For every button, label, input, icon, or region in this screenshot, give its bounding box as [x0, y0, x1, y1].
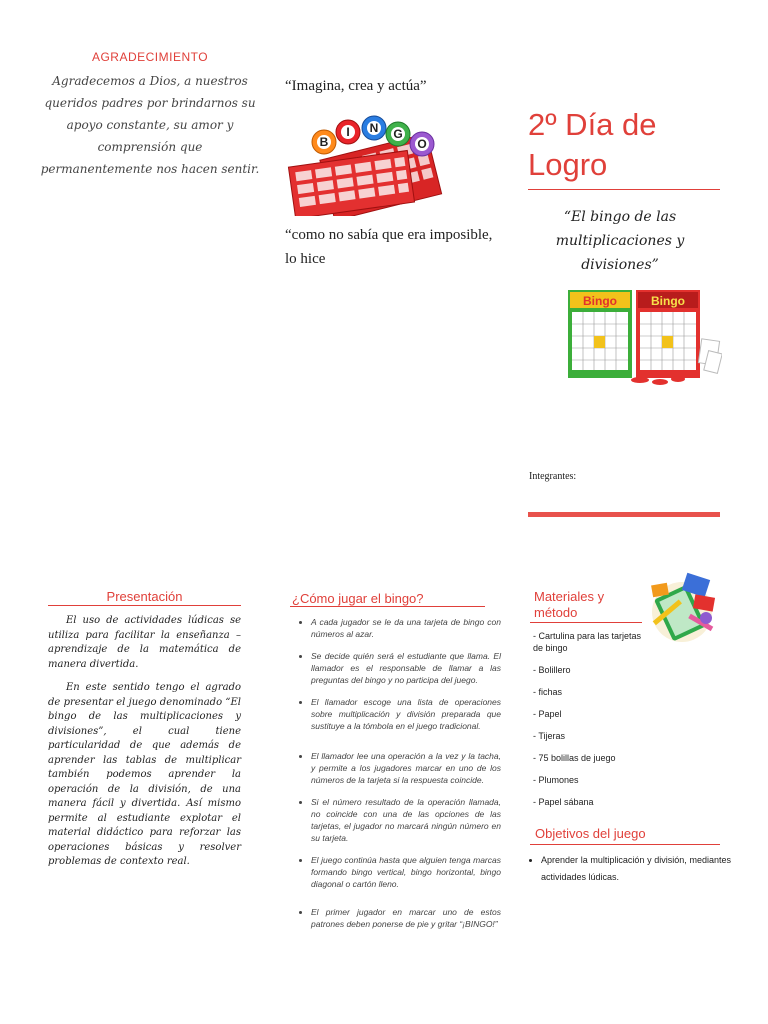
objectives-list [531, 852, 731, 886]
bingo-ball-g: G [393, 127, 403, 141]
members-divider [528, 512, 720, 517]
howto-title: ¿Cómo jugar el bingo? [292, 591, 424, 606]
list-item: - Papel [533, 709, 562, 719]
bingo-ball-n: N [369, 121, 379, 135]
title-divider [528, 189, 720, 190]
list-item: • Se decide quién será el estudiante que llama. El llamador es el responsable de llamar a las preguntas del bingo y no participa del juego. [311, 650, 501, 686]
list-item: - Tijeras [533, 731, 566, 741]
list-item: • A cada jugador se le da una tarjeta de bingo con números al azar. [311, 616, 501, 640]
bingo-logo-green: Bingo [583, 294, 617, 308]
list-item: - Papel sábana [533, 797, 594, 807]
list-item: - fichas [533, 687, 563, 697]
page-title: 2º Día de Logro [528, 107, 657, 182]
list-item: - Cartulina para las tarjetas de bingo [533, 631, 642, 653]
bingo-ball-o: O [417, 137, 427, 151]
list-item: - Bolillero [533, 665, 571, 675]
list-item: • Si el número resultado de la operación llamada, no coincide con una de las opciones de las tarjetas, el jugador no marcará ningún número en su tarjeta. [311, 796, 501, 844]
list-item: • El juego continúa hasta que alguien tenga marcas formando bingo vertical, bingo horizontal, bingo diagonal o cartón lleno. [311, 854, 501, 890]
objectives-title: Objetivos del juego [535, 826, 646, 841]
howto-divider [290, 606, 485, 607]
list-item: • El llamador escoge una lista de operaciones sobre multiplicación y división preparada que sustituye a la tómbola en el juego tradicional. [311, 696, 501, 732]
list-item: • El primer jugador en marcar uno de estos patrones deben ponerse de pie y gritar “¡BINGO!” [311, 906, 501, 930]
members-label: Integrantes: [529, 471, 577, 482]
presentation-divider [48, 605, 241, 606]
school-supplies-image [644, 570, 720, 650]
presentation-paragraph-1: El uso de actividades lúdicas se utiliza para facilitar la enseñanza – aprendizaje de la matemática de manera divertida. [48, 615, 241, 670]
materials-divider [530, 622, 642, 623]
presentation-paragraph-2: En este sentido tengo el agrado de presentar el juego denominado “El bingo de las multiplicaciones y divisiones”, el cual tiene particularidad de que además de aprender las tablas de multiplicar también podemos aprender la operación de la división, de una manera fácil y divertida. Así mismo permite al estudiante explotar el material didáctico para reforzar las operaciones básicas y resolver problemas de contexto real. [48, 682, 241, 867]
materials-title: Materiales y método [534, 589, 605, 620]
bingo-ball-b: B [319, 135, 329, 149]
howto-list [293, 616, 501, 940]
quote-impossible: “como no sabía que era imposible, lo hice [285, 227, 493, 267]
bingo-logo-red: Bingo [651, 294, 685, 308]
bingo-cards-image [286, 108, 454, 216]
list-item: • El llamador lee una operación a la vez y la tacha, y permite a los jugadores marcar en uno de los números de la tarjeta si la respuesta coincide. [311, 750, 501, 786]
bingo-product-image [566, 290, 722, 388]
list-item: - 75 bolillas de juego [533, 753, 616, 763]
materials-list [533, 630, 643, 818]
presentation-title: Presentación [106, 589, 183, 604]
list-item: - Plumones [533, 775, 579, 785]
bingo-subtitle: “El bingo de las multiplicaciones y divisiones” [555, 209, 685, 273]
bingo-ball-i: I [346, 125, 350, 139]
thanks-text: Agradecemos a Dios, a nuestros queridos padres por brindarnos su apoyo constante, su amor y comprensión que permanentemente nos hacen sentir. [40, 74, 260, 176]
list-item: • Aprender la multiplicación y división, mediantes actividades lúdicas. [541, 852, 731, 886]
objectives-divider [530, 844, 720, 845]
thanks-title: AGRADECIMIENTO [91, 50, 209, 64]
presentation-body [48, 614, 241, 879]
quote-imagine: “Imagina, crea y actúa” [285, 78, 427, 94]
